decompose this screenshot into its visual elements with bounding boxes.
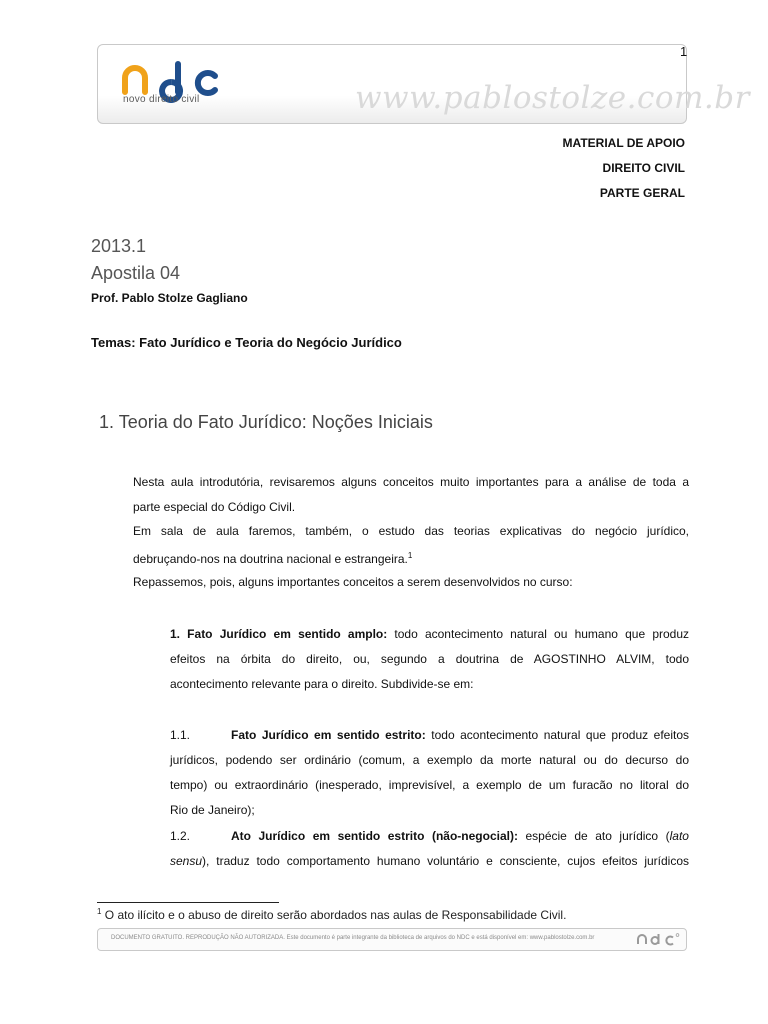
paragraph-2-line-2 bbox=[133, 548, 412, 567]
item-1-1-number: 1.1. bbox=[170, 728, 191, 742]
item-1-2-number: 1.2. bbox=[170, 829, 191, 843]
item-1-line-1-text: todo acontecimento natural ou humano que produz bbox=[387, 627, 690, 641]
item-1-term: 1. Fato Jurídico em sentido amplo: bbox=[170, 627, 388, 641]
material-line-1: MATERIAL DE APOIO bbox=[562, 136, 685, 150]
footer-ndc-logo bbox=[636, 932, 680, 946]
paragraph-2-line-1: Em sala de aula faremos, também, o estudo das teorias explicativas do negócio jurídico, bbox=[133, 524, 689, 538]
material-line-3: PARTE GERAL bbox=[599, 186, 685, 200]
item-1-2-lato: lato bbox=[669, 829, 689, 843]
doc-apostila: Apostila 04 bbox=[91, 263, 181, 283]
item-1-1-term: Fato Jurídico em sentido estrito: bbox=[231, 728, 426, 742]
item-1-2-line-2-text: ), traduz todo comportamento humano voluntário e consciente, cujos efeitos jurídicos bbox=[202, 854, 689, 868]
section-title: Teoria do Fato Jurídico: Noções Iniciais bbox=[118, 412, 433, 432]
item-1-2-line-1 bbox=[231, 828, 689, 844]
site-watermark: www.pablostolze.com.br bbox=[355, 80, 750, 116]
doc-year: 2013.1 bbox=[91, 236, 147, 256]
paragraph-2-line-2-text: debruçando-nos na doutrina nacional e estrangeira. bbox=[133, 552, 408, 566]
footnote-ref[interactable]: 1 bbox=[407, 551, 413, 560]
item-1-line-2: efeitos na órbita do direito, ou, segundo a doutrina de AGOSTINHO ALVIM, todo bbox=[170, 652, 689, 666]
footnote bbox=[97, 907, 566, 922]
footnote-mark: 1 bbox=[97, 907, 102, 916]
doc-themes: Temas: Fato Jurídico e Teoria do Negócio Jurídico bbox=[91, 335, 402, 350]
page-number: 1 bbox=[680, 44, 688, 59]
footnote-divider bbox=[97, 902, 279, 903]
item-1-1-line-4: Rio de Janeiro); bbox=[170, 803, 255, 817]
item-1-2-line-1-text: espécie de ato jurídico ( bbox=[517, 829, 670, 843]
paragraph-1-line-2: parte especial do Código Civil. bbox=[133, 500, 296, 514]
item-1-1-line-1 bbox=[231, 727, 689, 743]
section-heading bbox=[99, 412, 433, 433]
logo-tagline: novo direito civil bbox=[123, 94, 200, 105]
item-1-line-1 bbox=[170, 626, 689, 642]
item-1-1-line-2: jurídicos, podendo ser ordinário (comum, a exemplo da morte natural ou do decurso do bbox=[170, 753, 689, 767]
item-1-2-sensu: sensu bbox=[170, 854, 203, 868]
item-1-line-3: acontecimento relevante para o direito. Subdivide-se em: bbox=[170, 677, 474, 691]
doc-author: Prof. Pablo Stolze Gagliano bbox=[91, 291, 248, 305]
item-1-2-term: Ato Jurídico em sentido estrito (não-negocial): bbox=[231, 829, 518, 843]
paragraph-1-line-1: Nesta aula introdutória, revisaremos alguns conceitos muito importantes para a análise de toda a bbox=[133, 475, 689, 489]
material-line-2: DIREITO CIVIL bbox=[602, 161, 685, 175]
footnote-text: O ato ilícito e o abuso de direito serão abordados nas aulas de Responsabilidade Civil. bbox=[101, 908, 567, 922]
item-1-1-line-1-text: todo acontecimento natural que produz efeitos bbox=[425, 728, 689, 742]
footer-text: DOCUMENTO GRATUITO. REPRODUÇÃO NÃO AUTORIZADA. Este documento é parte integrante da biblioteca de arquivos do NDC e está disponível em: www.pablostolze.com.br bbox=[111, 935, 595, 941]
item-1-1-line-3: tempo) ou extraordinário (inesperado, imprevisível, a exemplo de um furacão no litoral do bbox=[170, 778, 689, 792]
paragraph-3: Repassemos, pois, alguns importantes conceitos a serem desenvolvidos no curso: bbox=[133, 575, 573, 589]
section-number: 1. bbox=[99, 412, 115, 432]
item-1-2-line-2 bbox=[170, 853, 689, 869]
